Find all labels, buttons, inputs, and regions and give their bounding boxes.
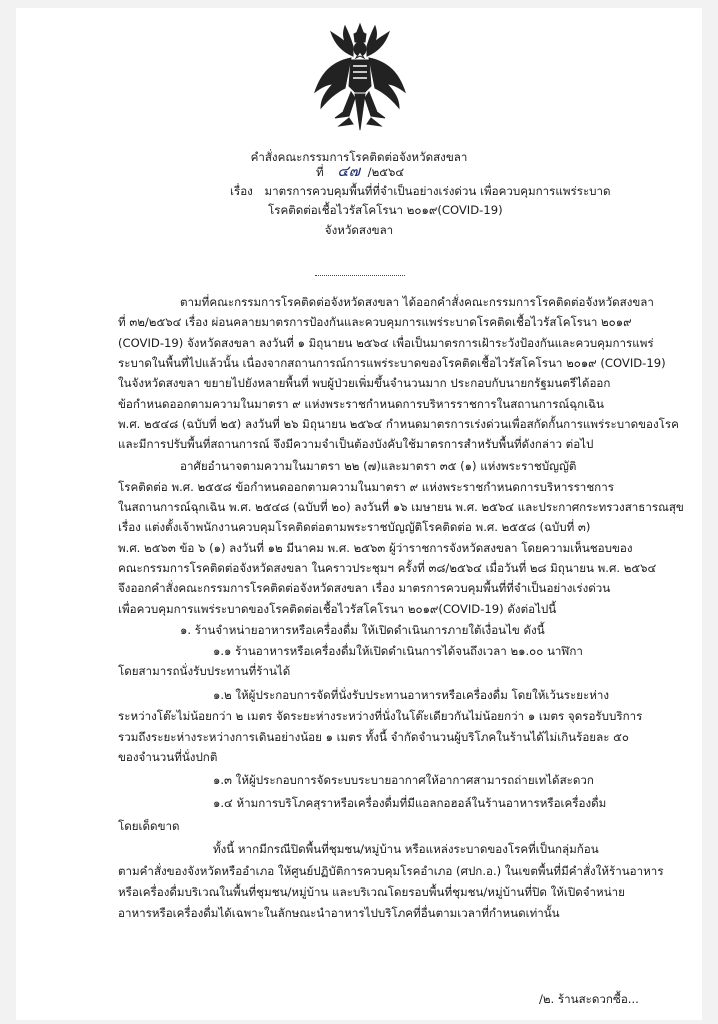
- p1-line-7: พ.ศ. ๒๕๔๘ (ฉบับที่ ๒๕) ลงวันที่ ๒๖ มิถุนายน ๒๕๖๔ กำหนดมาตรการเร่งด่วนเพื่อสกัดกั้นการแพร่ระบาดของโรค: [118, 417, 679, 431]
- p1-line-4: ระบาดในพื้นที่ไปแล้วนั้น เนื่องจากสถานการณ์การแพร่ระบาดของโรคติดเชื้อไวรัสโคโรนา ๒๐๑๙ (COVID-19): [118, 356, 666, 370]
- p1-line-5: ในจังหวัดสงขลา ขยายไปยังหลายพื้นที่ พบผู้ป่วยเพิ่มขึ้นจำนวนมาก ประกอบกับนายกรัฐมนตรีได้ออก: [118, 376, 611, 390]
- document-number: [316, 164, 404, 179]
- subject-line-2: โรคติดต่อเชื้อไวรัสโคโรนา ๒๐๑๙(COVID-19): [268, 203, 503, 217]
- p1-line-1: ตามที่คณะกรรมการโรคติดต่อจังหวัดสงขลา ได้ออกคำสั่งคณะกรรมการโรคติดต่อจังหวัดสงขลา: [180, 295, 654, 309]
- item-1-4-line-1: ๑.๔ ห้ามการบริโภคสุราหรือเครื่องดื่มที่มีแอลกอฮอล์ในร้านอาหารหรือเครื่องดื่ม: [213, 796, 607, 810]
- p2-line-1: อาศัยอำนาจตามความในมาตรา ๒๒ (๗)และมาตรา ๓๕ (๑) แห่งพระราชบัญญัติ: [180, 459, 577, 473]
- closing-line-3: หรือเครื่องดื่มบริเวณในพื้นที่ชุมชน/หมู่บ้าน และบริเวณโดยรอบพื้นที่ชุมชน/หมู่บ้านที่ปิด ให้เปิดจำหน่าย: [118, 885, 625, 899]
- continuation-note: /๒. ร้านสะดวกซื้อ...: [539, 992, 639, 1006]
- p2-line-7: จึงออกคำสั่งคณะกรรมการโรคติดต่อจังหวัดสงขลา เรื่อง มาตรการควบคุมพื้นที่ที่จำเป็นอย่างเร่งด่วน: [118, 581, 611, 595]
- p1-line-6: ข้อกำหนดออกตามความในมาตรา ๙ แห่งพระราชกำหนดการบริหารราชการในสถานการณ์ฉุกเฉิน: [118, 397, 604, 411]
- issuing-province: จังหวัดสงขลา: [324, 223, 394, 237]
- p1-line-3: (COVID-19) จังหวัดสงขลา ลงวันที่ ๑ มิถุนายน ๒๕๖๔ เพื่อเป็นมาตรการเฝ้าระวังป้องกันและควบคุมการแพร่: [118, 336, 654, 350]
- item-1-1-line-1: ๑.๑ ร้านอาหารหรือเครื่องดื่มให้เปิดดำเนินการได้จนถึงเวลา ๒๑.๐๐ นาฬิกา: [213, 644, 583, 658]
- p2-line-3: ในสถานการณ์ฉุกเฉิน พ.ศ. ๒๕๔๘ (ฉบับที่ ๒๐) ลงวันที่ ๑๖ เมษายน พ.ศ. ๒๕๖๔ และประกาศกระทรวงสาธารณสุข: [118, 500, 684, 514]
- item-1-3: ๑.๓ ให้ผู้ประกอบการจัดระบบระบายอากาศให้อากาศสามารถถ่ายเทได้สะดวก: [213, 773, 594, 787]
- subject-text-1: มาตรการควบคุมพื้นที่ที่จำเป็นอย่างเร่งด่วน เพื่อควบคุมการแพร่ระบาด: [264, 184, 611, 198]
- subject-label: เรื่อง: [230, 184, 253, 198]
- garuda-emblem-icon: [313, 22, 407, 134]
- p2-line-4: เรื่อง แต่งตั้งเจ้าพนักงานควบคุมโรคติดต่อตามพระราชบัญญัติโรคติดต่อ พ.ศ. ๒๕๕๘ (ฉบับที่ ๓): [118, 520, 591, 534]
- item-1-1-line-2: โดยสามารถนั่งรับประทานที่ร้านได้: [118, 664, 291, 678]
- number-year: /๒๕๖๔: [367, 165, 405, 179]
- p1-line-8: และมีการปรับพื้นที่สถานการณ์ จึงมีความจำเป็นต้องบังคับใช้มาตรการสำหรับพื้นที่ดังกล่าว ต่อไป: [118, 437, 594, 451]
- closing-line-4: อาหารหรือเครื่องดื่มได้เฉพาะในลักษณะนำอาหารไปบริโภคที่อื่นตามเวลาที่กำหนดเท่านั้น: [118, 906, 560, 920]
- p2-line-8: เพื่อควบคุมการแพร่ระบาดของโรคติดต่อเชื้อไวรัสโคโรนา ๒๐๑๙(COVID-19) ดังต่อไปนี้: [118, 602, 557, 616]
- subject-line-1: [230, 184, 611, 198]
- p2-line-2: โรคติดต่อ พ.ศ. ๒๕๕๘ ข้อกำหนดออกตามความในมาตรา ๙ แห่งพระราชกำหนดการบริหารราชการ: [118, 480, 614, 494]
- item-1-2-line-4: ของจำนวนที่นั่งปกติ: [118, 750, 218, 764]
- item-1-2-line-1: ๑.๒ ให้ผู้ประกอบการจัดที่นั่งรับประทานอาหารหรือเครื่องดื่ม โดยให้เว้นระยะห่าง: [213, 688, 610, 702]
- p1-line-2: ที่ ๓๒/๒๕๖๔ เรื่อง ผ่อนคลายมาตรการป้องกันและควบคุมการแพร่ระบาดโรคติดเชื้อไวรัสโคโรนา ๒๐๑๙: [118, 315, 632, 329]
- number-label: ที่: [316, 165, 324, 179]
- item-1-4-line-2: โดยเด็ดขาด: [118, 819, 180, 833]
- item-1-2-line-2: ระหว่างโต๊ะไม่น้อยกว่า ๒ เมตร จัดระยะห่างระหว่างที่นั่งในโต๊ะเดียวกันไม่น้อยกว่า ๑ เมตร จุดรอรับบริการ: [118, 709, 643, 723]
- p2-line-5: พ.ศ. ๒๕๖๓ ข้อ ๖ (๑) ลงวันที่ ๑๒ มีนาคม พ.ศ. ๒๕๖๓ ผู้ว่าราชการจังหวัดสงขลา โดยความเห็นชอบของ: [118, 541, 633, 555]
- p2-line-6: คณะกรรมการโรคติดต่อจังหวัดสงขลา ในคราวประชุมฯ ครั้งที่ ๓๘/๒๕๖๔ เมื่อวันที่ ๒๘ มิถุนายน พ.ศ. ๒๕๖๔: [118, 561, 657, 575]
- item-1-2-line-3: รวมถึงระยะห่างระหว่างการเดินอย่างน้อย ๑ เมตร ทั้งนี้ จำกัดจำนวนผู้บริโภคในร้านได้ไม่เกินร้อยละ ๕๐: [118, 730, 629, 744]
- item-1-heading: ๑. ร้านจำหน่ายอาหารหรือเครื่องดื่ม ให้เปิดดำเนินการภายใต้เงื่อนไข ดังนี้: [180, 623, 545, 637]
- closing-line-1: ทั้งนี้ หากมีกรณีปิดพื้นที่ชุมชน/หมู่บ้าน หรือแหล่งระบาดของโรคที่เป็นกลุ่มก้อน: [213, 842, 599, 856]
- number-handwritten: ๔๗: [337, 162, 360, 180]
- separator-dots: [315, 275, 405, 276]
- document-title: คำสั่งคณะกรรมการโรคติดต่อจังหวัดสงขลา: [250, 150, 468, 164]
- closing-line-2: ตามคำสั่งของจังหวัดหรืออำเภอ ให้ศูนย์ปฏิบัติการควบคุมโรคอำเภอ (ศปก.อ.) ในเขตพื้นที่มีคำสั่งให้ร้านอาหาร: [118, 864, 664, 878]
